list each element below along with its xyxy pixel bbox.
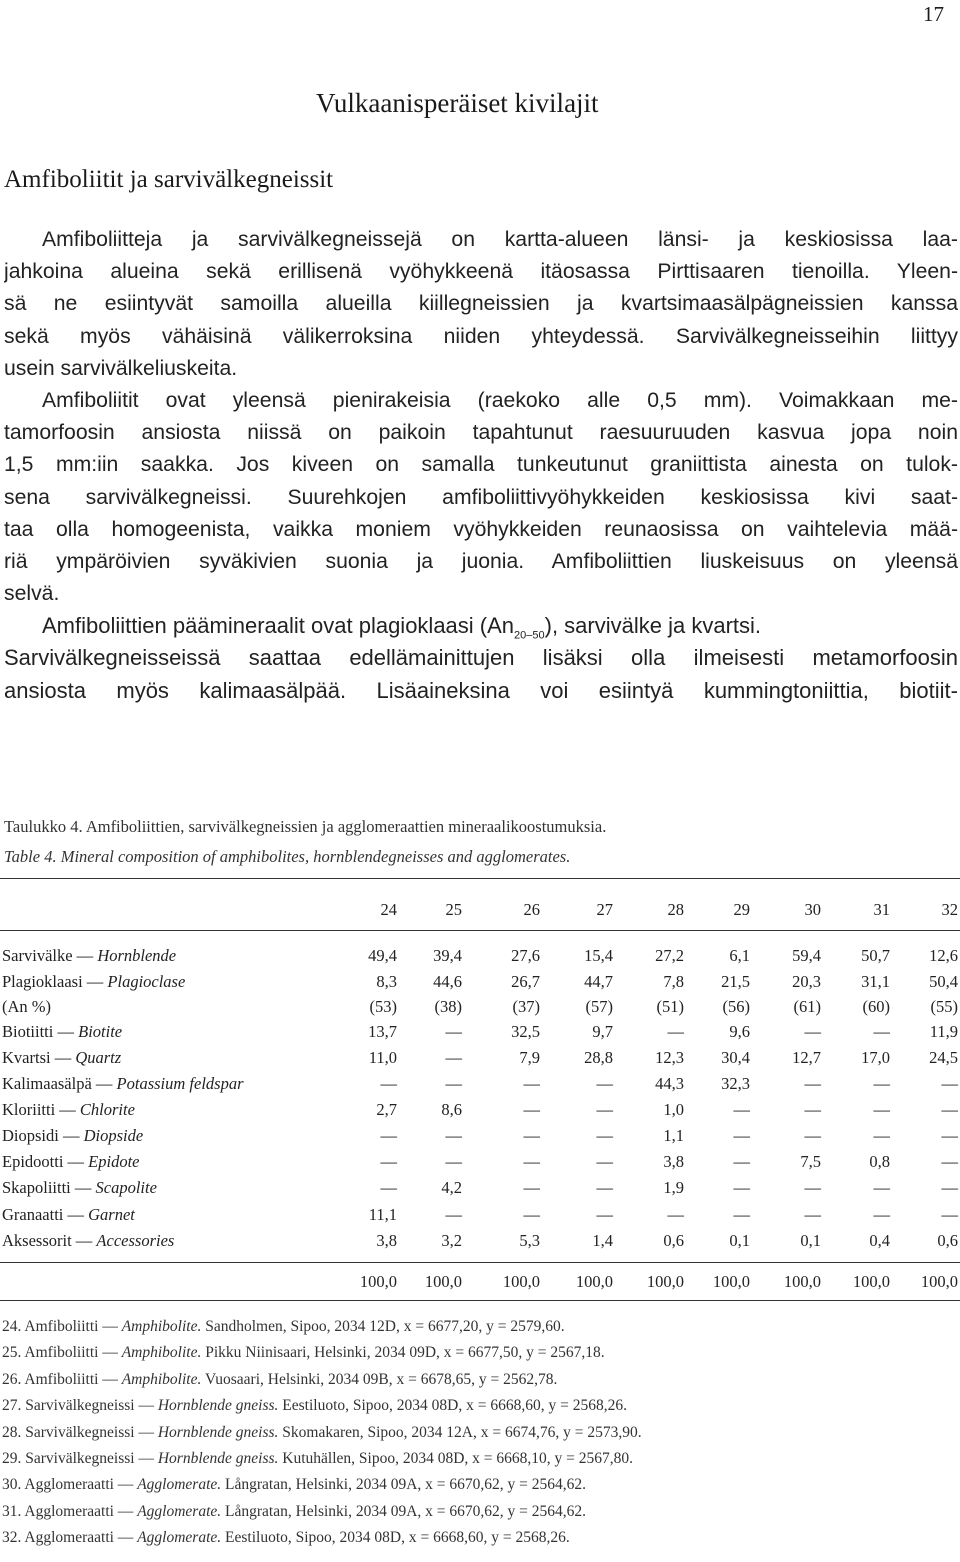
row-label-fi: Skapoliitti — xyxy=(2,1178,92,1197)
note-number: 25. xyxy=(2,1344,22,1362)
table-cell: — xyxy=(733,1178,750,1197)
subsection-title: Amfiboliitit ja sarvivälkegneissit xyxy=(4,166,334,193)
table-cell: — xyxy=(804,1022,821,1041)
table-cell: 3,8 xyxy=(663,1152,684,1171)
paragraph-line: usein sarvivälkeliuskeita. xyxy=(4,356,238,380)
note-number: 31. xyxy=(2,1502,22,1520)
table-cell: 9,6 xyxy=(729,1022,750,1041)
note-rock-en: Amphibolite. xyxy=(121,1370,202,1388)
table-cell: — xyxy=(873,1100,890,1119)
table-cell: — xyxy=(523,1178,540,1197)
row-label xyxy=(2,1074,244,1094)
table-cell: 27,6 xyxy=(511,946,540,965)
table-cell: — xyxy=(941,1178,958,1197)
table-cell: — xyxy=(804,1074,821,1093)
sample-note xyxy=(2,1450,633,1468)
row-label xyxy=(2,997,51,1017)
row-label-fi: Kvartsi — xyxy=(2,1048,72,1067)
table-cell: (55) xyxy=(930,997,958,1016)
sample-note xyxy=(2,1503,586,1521)
total-cell: 100,0 xyxy=(359,1272,397,1291)
sample-note xyxy=(2,1529,570,1547)
table-cell: 8,3 xyxy=(376,972,397,991)
row-label-en: Quartz xyxy=(75,1048,122,1067)
table-cell: 12,3 xyxy=(655,1048,684,1067)
sample-note xyxy=(2,1371,557,1389)
note-number: 24. xyxy=(2,1318,22,1335)
note-rock-en: Hornblende gneiss. xyxy=(157,1450,279,1467)
table-cell: 27,2 xyxy=(655,946,684,965)
table-cell: — xyxy=(873,1205,890,1224)
note-rock-en: Amphibolite. xyxy=(121,1344,202,1362)
table-cell: — xyxy=(445,1048,462,1067)
paragraph-line: taa olla homogeenista, vaikka moniem vyöhykkeiden reunaosissa on vaihtelevia mää- xyxy=(4,517,958,541)
column-header: 32 xyxy=(941,900,958,919)
note-rock-fi: Sarvivälkegneissi — xyxy=(25,1423,154,1441)
row-label-fi: Sarvivälke — xyxy=(2,946,94,965)
table-cell: 17,0 xyxy=(861,1048,890,1067)
mineral-line-text: Amfiboliittien päämineraalit ovat plagioklaasi (An xyxy=(42,613,515,639)
table-cell: 8,6 xyxy=(441,1100,462,1119)
table-cell: — xyxy=(445,1126,462,1145)
table-total-rule xyxy=(0,1262,960,1263)
note-rock-fi: Amfiboliitti — xyxy=(24,1318,118,1335)
column-header: 26 xyxy=(523,900,540,919)
total-cell: 100,0 xyxy=(646,1272,684,1291)
table-cell: (38) xyxy=(434,997,462,1016)
table-cell: 44,6 xyxy=(433,972,462,991)
total-cell: 100,0 xyxy=(575,1272,613,1291)
table-cell: 2,7 xyxy=(376,1100,397,1119)
table-cell: — xyxy=(380,1074,397,1093)
sample-note xyxy=(2,1397,627,1415)
row-label-en: Accessories xyxy=(96,1231,175,1250)
table-cell: — xyxy=(523,1205,540,1224)
body-text xyxy=(4,224,958,707)
paragraph-line: riä ympäröivien syväkivien suonia ja juonia. Amfiboliittien liuskeisuus on yleensä xyxy=(4,549,958,573)
note-location: Eestiluoto, Sipoo, 2034 08D, x = 6668,60, y = 2568,26. xyxy=(282,1397,627,1415)
table-cell: — xyxy=(523,1100,540,1119)
table-cell: — xyxy=(596,1126,613,1145)
table-cell: 11,1 xyxy=(368,1205,397,1224)
column-header: 25 xyxy=(445,900,462,919)
table-cell: — xyxy=(804,1126,821,1145)
total-cell: 100,0 xyxy=(712,1272,750,1291)
table-cell: — xyxy=(380,1178,397,1197)
table-cell: — xyxy=(523,1074,540,1093)
paragraph-line: sekä myös vähäisinä välikerroksina niiden yhteydessä. Sarvivälkegneisseihin liittyy xyxy=(4,324,958,348)
table-cell: 5,3 xyxy=(519,1231,540,1250)
table-cell: 6,1 xyxy=(729,946,750,965)
column-header: 30 xyxy=(804,900,821,919)
table-caption-fi-label: Taulukko 4. xyxy=(4,817,83,836)
column-header: 31 xyxy=(873,900,890,919)
paragraph-line: Amfiboliitit ovat yleensä pienirakeisia (raekoko alle 0,5 mm). Voimakkaan me- xyxy=(42,388,958,412)
table-cell: — xyxy=(380,1126,397,1145)
note-rock-fi: Agglomeraatti — xyxy=(24,1476,134,1494)
column-header: 27 xyxy=(596,900,613,919)
sample-note xyxy=(2,1424,642,1442)
table-cell: 26,7 xyxy=(511,972,540,991)
table-cell: — xyxy=(445,1022,462,1041)
table-cell: — xyxy=(523,1126,540,1145)
table-cell: 3,2 xyxy=(441,1231,462,1250)
row-label xyxy=(2,1022,122,1042)
table-cell: — xyxy=(804,1205,821,1224)
table-cell: 44,7 xyxy=(584,972,613,991)
note-location: Långratan, Helsinki, 2034 09A, x = 6670,62, y = 2564,62. xyxy=(225,1476,587,1494)
table-cell: — xyxy=(445,1152,462,1171)
sample-note xyxy=(2,1476,586,1494)
note-location: Sandholmen, Sipoo, 2034 12D, x = 6677,20, y = 2579,60. xyxy=(205,1318,565,1335)
table-cell: — xyxy=(941,1126,958,1145)
table-cell: 13,7 xyxy=(368,1022,397,1041)
table-cell: — xyxy=(873,1178,890,1197)
table-cell: — xyxy=(733,1126,750,1145)
table-cell: — xyxy=(596,1100,613,1119)
paragraph-line: ansiosta myös kalimaasälpää. Lisäaineksina voi esiintyä kummingtoniittia, biotiit- xyxy=(4,677,958,703)
table-cell: 0,4 xyxy=(869,1231,890,1250)
table-cell: — xyxy=(445,1205,462,1224)
note-location: Kutuhällen, Sipoo, 2034 08D, x = 6668,10, y = 2567,80. xyxy=(282,1450,633,1467)
row-label-fi: Aksessorit — xyxy=(2,1231,93,1250)
total-cell: 100,0 xyxy=(783,1272,821,1291)
table-caption-fi-text: Amfiboliittien, sarvivälkegneissien ja agglomeraattien mineraalikoostumuksia. xyxy=(85,817,607,836)
table-caption-en-label: Table 4. xyxy=(4,847,57,866)
row-label-fi: Kloriitti — xyxy=(2,1100,76,1119)
note-rock-fi: Sarvivälkegneissi — xyxy=(25,1397,154,1415)
note-number: 28. xyxy=(2,1423,22,1441)
mineral-line-subscript: 20–50 xyxy=(514,629,545,642)
table-cell: 9,7 xyxy=(592,1022,613,1041)
table-cell: 28,8 xyxy=(584,1048,613,1067)
table-cell: 44,3 xyxy=(655,1074,684,1093)
row-label-en: Garnet xyxy=(88,1205,135,1224)
note-rock-en: Hornblende gneiss. xyxy=(157,1397,279,1415)
table-cell: (61) xyxy=(793,997,821,1016)
paragraph-line: sä ne esiintyvät samoilla alueilla kiillegneissien ja kvartsimaasälpägneissien kanssa xyxy=(4,292,958,316)
table-cell: — xyxy=(667,1022,684,1041)
table-cell: (60) xyxy=(862,997,890,1016)
note-location: Skomakaren, Sipoo, 2034 12A, x = 6674,76, y = 2573,90. xyxy=(282,1423,642,1441)
table-header-rule xyxy=(0,930,960,931)
row-label xyxy=(2,1048,121,1068)
paragraph-line: Sarvivälkegneisseissä saattaa edellämainittujen lisäksi olla ilmeisesti metamorfoosin xyxy=(4,645,958,671)
row-label-en: Scapolite xyxy=(95,1178,157,1197)
table-cell: 7,8 xyxy=(663,972,684,991)
column-header: 24 xyxy=(380,900,397,919)
row-label xyxy=(2,1205,135,1225)
table-cell: 1,0 xyxy=(663,1100,684,1119)
table-cell: 11,9 xyxy=(929,1022,958,1041)
table-cell: 0,6 xyxy=(663,1231,684,1250)
total-cell: 100,0 xyxy=(424,1272,462,1291)
table-cell: 4,2 xyxy=(441,1178,462,1197)
table-cell: 20,3 xyxy=(792,972,821,991)
table-cell: — xyxy=(733,1205,750,1224)
table-cell: 15,4 xyxy=(584,946,613,965)
paragraph-line: tamorfoosin ansiosta niissä on paikoin tapahtunut raesuuruuden kasvua jopa noin xyxy=(4,421,958,445)
paragraph-line: Amfiboliitteja ja sarvivälkegneissejä on kartta-alueen länsi- ja keskiosissa laa- xyxy=(42,228,958,251)
table-cell: — xyxy=(596,1074,613,1093)
row-label-en: Plagioclase xyxy=(107,972,186,991)
table-cell: — xyxy=(804,1100,821,1119)
table-cell: — xyxy=(523,1152,540,1171)
row-label-fi: Kalimaasälpä — xyxy=(2,1074,113,1093)
table-cell: — xyxy=(596,1152,613,1171)
table-cell: — xyxy=(873,1126,890,1145)
table-bottom-rule xyxy=(0,1300,960,1301)
row-label xyxy=(2,1152,140,1172)
table-cell: 39,4 xyxy=(433,946,462,965)
row-label xyxy=(2,946,176,966)
table-top-rule xyxy=(0,878,960,879)
sample-note xyxy=(2,1344,605,1362)
table-cell: 49,4 xyxy=(368,946,397,965)
table-cell: 30,4 xyxy=(721,1048,750,1067)
table-cell: (37) xyxy=(512,997,540,1016)
table-cell: 32,3 xyxy=(721,1074,750,1093)
table-cell: 50,7 xyxy=(861,946,890,965)
table-cell: — xyxy=(733,1152,750,1171)
table-cell: — xyxy=(380,1152,397,1171)
note-rock-fi: Amfiboliitti — xyxy=(24,1370,118,1388)
row-label xyxy=(2,1126,143,1146)
note-location: Eestiluoto, Sipoo, 2034 08D, x = 6668,60, y = 2568,26. xyxy=(225,1529,570,1547)
row-label xyxy=(2,1178,157,1198)
table-cell: 11,0 xyxy=(368,1048,397,1067)
table-cell: (51) xyxy=(656,997,684,1016)
table-cell: 0,1 xyxy=(800,1231,821,1250)
table-cell: — xyxy=(941,1074,958,1093)
table-cell: 7,5 xyxy=(800,1152,821,1171)
row-label-fi: Biotiitti — xyxy=(2,1022,74,1041)
table-cell: — xyxy=(941,1152,958,1171)
table-cell: 0,6 xyxy=(937,1231,958,1250)
row-label-fi: (An %) xyxy=(2,997,52,1016)
total-cell: 100,0 xyxy=(502,1272,540,1291)
note-rock-fi: Sarvivälkegneissi — xyxy=(25,1450,154,1467)
table-cell: 1,1 xyxy=(663,1126,684,1145)
table-caption-en-text: Mineral composition of amphibolites, hornblendegneisses and agglomerates. xyxy=(60,847,571,866)
column-header: 28 xyxy=(667,900,684,919)
row-label-en: Potassium feldspar xyxy=(116,1074,244,1093)
table-cell: 32,5 xyxy=(511,1022,540,1041)
note-rock-en: Agglomerate. xyxy=(137,1476,222,1494)
note-location: Pikku Niinisaari, Helsinki, 2034 09D, x = 6677,50, y = 2567,18. xyxy=(205,1344,605,1362)
table-cell: 7,9 xyxy=(519,1048,540,1067)
table-cell: — xyxy=(804,1178,821,1197)
row-label-fi: Epidootti — xyxy=(2,1152,85,1171)
note-rock-en: Agglomerate. xyxy=(137,1502,222,1520)
table-cell: — xyxy=(445,1074,462,1093)
table-caption-en xyxy=(4,847,570,867)
table-cell: 12,7 xyxy=(792,1048,821,1067)
row-label xyxy=(2,1231,174,1251)
note-location: Långratan, Helsinki, 2034 09A, x = 6670,62, y = 2564,62. xyxy=(225,1502,587,1520)
table-cell: — xyxy=(596,1178,613,1197)
row-label xyxy=(2,972,185,992)
page-number: 17 xyxy=(923,2,944,26)
note-location: Vuosaari, Helsinki, 2034 09B, x = 6678,65, y = 2562,78. xyxy=(204,1370,558,1388)
table-cell: 3,8 xyxy=(376,1231,397,1250)
note-number: 29. xyxy=(2,1450,22,1467)
paragraph-line: 1,5 mm:iin saakka. Jos kiveen on samalla tunkeutunut graniittista ainesta on tulok- xyxy=(4,453,958,477)
row-label-en: Biotite xyxy=(78,1022,123,1041)
note-rock-fi: Agglomeraatti — xyxy=(24,1529,134,1547)
table-cell: 1,9 xyxy=(663,1178,684,1197)
row-label-fi: Plagioklaasi — xyxy=(2,972,104,991)
table-cell: 24,5 xyxy=(929,1048,958,1067)
total-cell: 100,0 xyxy=(852,1272,890,1291)
table-cell: — xyxy=(733,1100,750,1119)
note-rock-fi: Agglomeraatti — xyxy=(24,1502,134,1520)
row-label-fi: Granaatti — xyxy=(2,1205,85,1224)
row-label-en: Chlorite xyxy=(79,1100,135,1119)
row-label-fi: Diopsidi — xyxy=(2,1126,80,1145)
table-cell: 59,4 xyxy=(792,946,821,965)
row-label-en: Epidote xyxy=(88,1152,140,1171)
table-cell: — xyxy=(873,1074,890,1093)
table-cell: — xyxy=(873,1022,890,1041)
table-cell: (53) xyxy=(369,997,397,1016)
column-header: 29 xyxy=(733,900,750,919)
table-cell: 50,4 xyxy=(929,972,958,991)
table-caption-fi xyxy=(4,817,606,837)
note-number: 30. xyxy=(2,1476,22,1494)
paragraph-line: selvä. xyxy=(4,582,60,606)
note-rock-en: Amphibolite. xyxy=(121,1318,202,1335)
table-cell: — xyxy=(941,1100,958,1119)
note-number: 27. xyxy=(2,1397,22,1415)
section-title: Vulkaanisperäiset kivilajit xyxy=(316,88,599,118)
note-rock-en: Hornblende gneiss. xyxy=(157,1423,279,1441)
mineral-line xyxy=(4,610,958,642)
table-cell: 0,8 xyxy=(869,1152,890,1171)
total-cell: 100,0 xyxy=(920,1272,958,1291)
table-cell: 1,4 xyxy=(592,1231,613,1250)
table-cell: 31,1 xyxy=(861,972,890,991)
paragraph-line: jahkoina alueina sekä erillisenä vyöhykkeenä itäosassa Pirttisaaren tienoilla. Yleen- xyxy=(4,260,958,284)
table-cell: — xyxy=(667,1205,684,1224)
table-cell: (57) xyxy=(585,997,613,1016)
note-rock-fi: Amfiboliitti — xyxy=(24,1344,118,1362)
row-label-en: Diopside xyxy=(83,1126,144,1145)
paragraph-line: sena sarvivälkegneissi. Suurehkojen amfiboliittivyöhykkeiden keskiosissa kivi saat- xyxy=(4,485,958,509)
table-cell: — xyxy=(941,1205,958,1224)
table-cell: 21,5 xyxy=(721,972,750,991)
table-cell: 0,1 xyxy=(729,1231,750,1250)
table-cell: (56) xyxy=(722,997,750,1016)
note-number: 26. xyxy=(2,1370,22,1388)
note-rock-en: Agglomerate. xyxy=(137,1529,222,1547)
row-label-en: Hornblende xyxy=(97,946,177,965)
sample-note xyxy=(2,1318,565,1336)
table-cell: 12,6 xyxy=(929,946,958,965)
table-cell: — xyxy=(596,1205,613,1224)
note-number: 32. xyxy=(2,1529,22,1547)
row-label xyxy=(2,1100,135,1120)
mineral-line-text: ), sarvivälke ja kvartsi. xyxy=(544,613,762,639)
